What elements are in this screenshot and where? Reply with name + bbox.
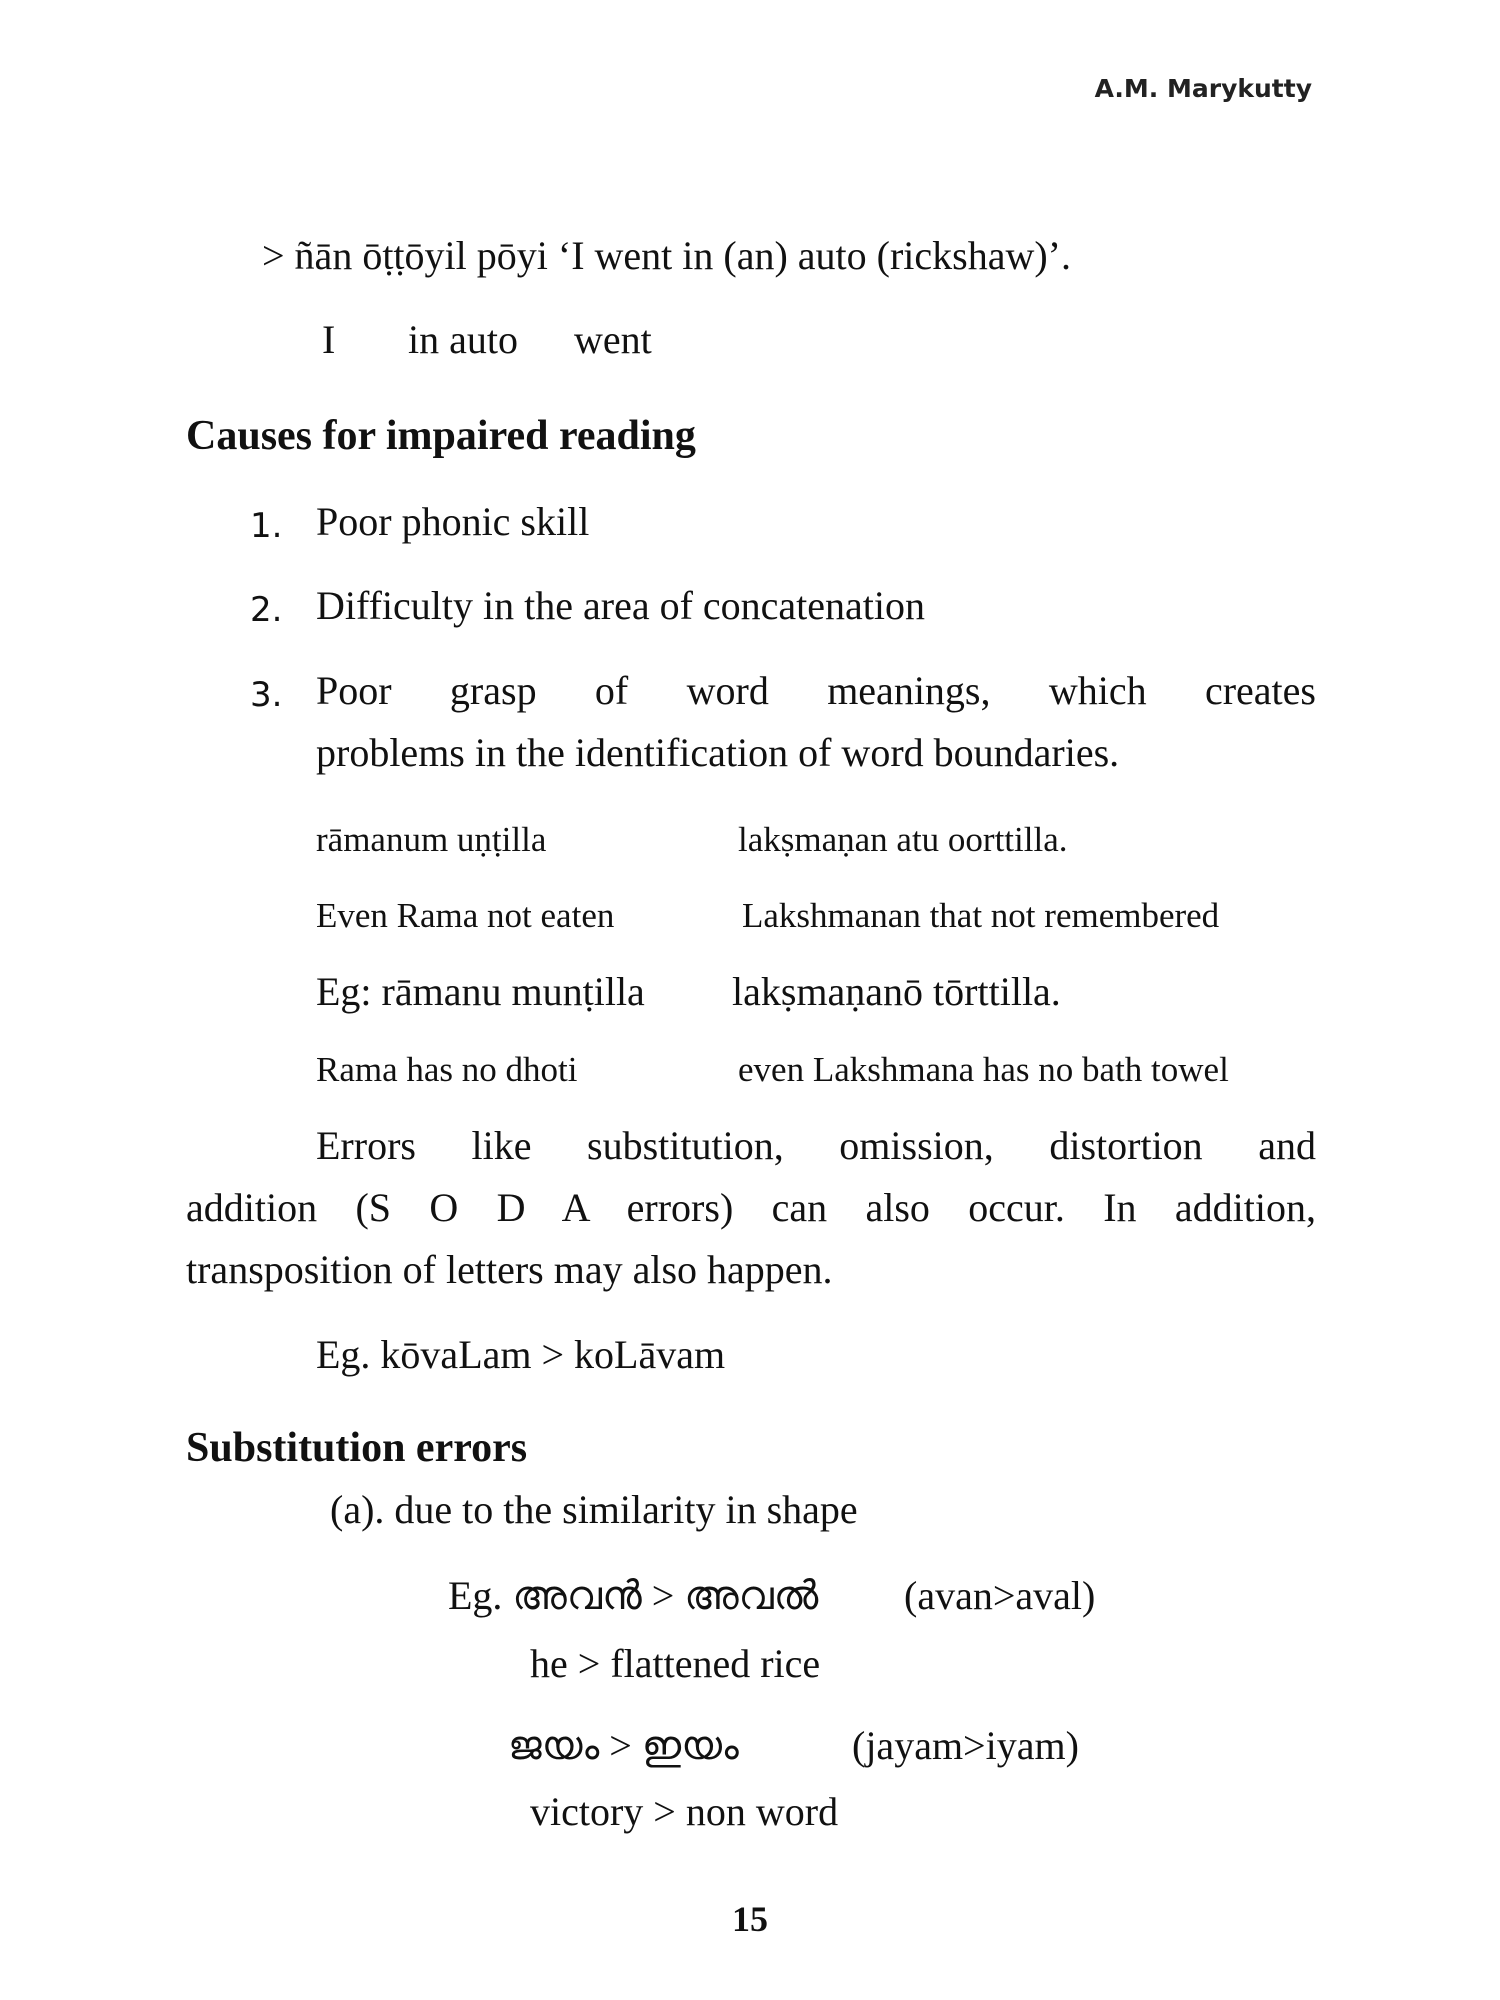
- section-heading-causes: Causes for impaired reading: [186, 413, 696, 459]
- list-item-continuation: problems in the identification of word boundaries.: [316, 730, 1120, 775]
- list-number: 3.: [250, 675, 283, 715]
- gloss-right: even Lakshmana has no bath towel: [738, 1050, 1229, 1089]
- paragraph-line: transposition of letters may also happen.: [186, 1247, 833, 1292]
- gloss-word: I: [322, 317, 336, 362]
- gloss-left: Even Rama not eaten: [316, 896, 615, 935]
- subsection-label: (a). due to the similarity in shape: [330, 1487, 858, 1532]
- example-right: lakṣmaṇan atu oorttilla.: [738, 820, 1068, 859]
- romanized-example: (avan>aval): [904, 1573, 1096, 1618]
- running-header-author: A.M. Marykutty: [1094, 74, 1312, 103]
- page-number: 15: [732, 1899, 768, 1939]
- paragraph-line: addition (S O D A errors) can also occur. In addition,: [186, 1185, 1316, 1230]
- example-left: Eg: rāmanu munṭilla: [316, 969, 645, 1014]
- romanized-example: (jayam>iyam): [852, 1723, 1079, 1768]
- gloss-word: went: [574, 317, 652, 362]
- example-sentence: > ñān ōṭṭōyil pōyi ‘I went in (an) auto (rickshaw)’.: [262, 233, 1072, 278]
- paragraph-line: Errors like substitution, omission, distortion and: [316, 1123, 1316, 1168]
- list-item: Poor phonic skill: [316, 499, 590, 544]
- example-right: lakṣmaṇanō tōrttilla.: [732, 969, 1061, 1014]
- malayalam-example: Eg. അവൻ > അവൽ: [448, 1573, 819, 1618]
- list-number: 1.: [250, 506, 283, 546]
- example-left: rāmanum uṇṭilla: [316, 820, 547, 859]
- gloss-left: Rama has no dhoti: [316, 1050, 578, 1089]
- list-item: Poor grasp of word meanings, which creates: [316, 668, 1316, 713]
- example-gloss: he > flattened rice: [530, 1641, 821, 1686]
- gloss-right: Lakshmanan that not remembered: [742, 896, 1220, 935]
- section-heading-substitution: Substitution errors: [186, 1425, 528, 1471]
- transposition-example: Eg. kōvaLam > koLāvam: [316, 1332, 726, 1377]
- list-item: Difficulty in the area of concatenation: [316, 583, 926, 628]
- list-number: 2.: [250, 590, 283, 630]
- malayalam-example: ജയം > ഇയം: [508, 1723, 739, 1768]
- example-gloss: victory > non word: [530, 1789, 839, 1834]
- gloss-word: in auto: [408, 317, 518, 362]
